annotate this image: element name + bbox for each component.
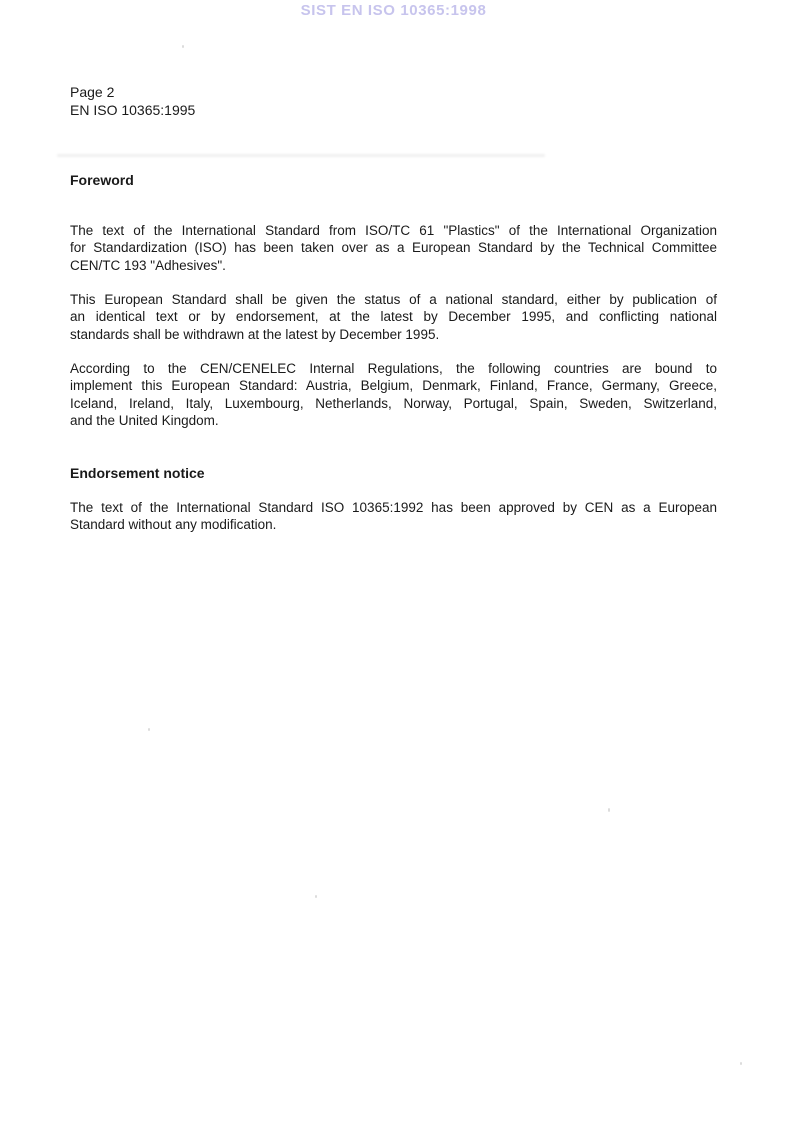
page-number: Page 2 xyxy=(70,84,115,100)
text-line: The text of the International Standard from ISO/TC 61 "Plastics" of the International Organization xyxy=(70,223,717,238)
text-line: According to the CEN/CENELEC Internal Regulations, the following countries are bound to xyxy=(70,361,717,376)
scan-smudge xyxy=(57,154,545,157)
text-line: an identical text or by endorsement, at the latest by December 1995, and conflicting national xyxy=(70,309,717,325)
scan-speck xyxy=(182,45,184,48)
text-line: for Standardization (ISO) has been taken over as a European Standard by the Technical Committee xyxy=(70,240,717,256)
scan-speck xyxy=(608,808,610,812)
standard-reference: EN ISO 10365:1995 xyxy=(70,101,196,118)
scan-speck xyxy=(740,1062,742,1065)
endorsement-paragraph-1 xyxy=(70,499,717,534)
scan-speck xyxy=(315,895,317,898)
text-line: and the United Kingdom. xyxy=(70,412,219,428)
foreword-paragraph-3 xyxy=(70,360,717,429)
text-line: Iceland, Ireland, Italy, Luxembourg, Netherlands, Norway, Portugal, Spain, Sweden, Switzerland, xyxy=(70,395,717,411)
foreword-paragraph-2 xyxy=(70,291,717,343)
text-line: standards shall be withdrawn at the latest by December 1995. xyxy=(70,326,440,342)
text-line: CEN/TC 193 "Adhesives". xyxy=(70,257,226,273)
text-line: implement this European Standard: Austria, Belgium, Denmark, Finland, France, Germany, Greece, xyxy=(70,378,717,394)
foreword-paragraph-1 xyxy=(70,222,717,274)
page-header xyxy=(70,84,195,119)
watermark-header: SIST EN ISO 10365:1998 xyxy=(300,2,487,19)
scan-speck xyxy=(148,728,150,731)
foreword-heading: Foreword xyxy=(70,172,134,188)
text-line: The text of the International Standard ISO 10365:1992 has been approved by CEN as a European xyxy=(70,500,717,515)
endorsement-notice-heading: Endorsement notice xyxy=(70,465,205,481)
text-line: This European Standard shall be given the status of a national standard, either by publication of xyxy=(70,292,717,307)
text-line: Standard without any modification. xyxy=(70,517,277,533)
